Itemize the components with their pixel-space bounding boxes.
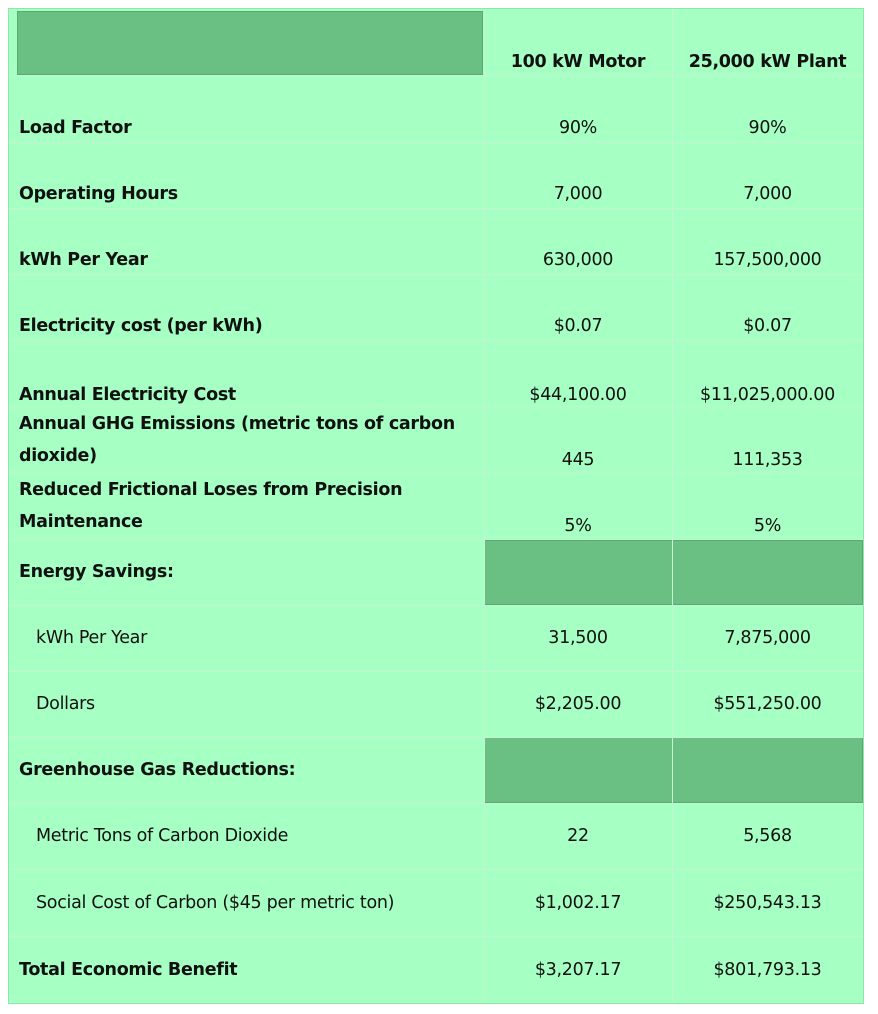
header-100kw-motor: 100 kW Motor bbox=[510, 52, 646, 72]
row-label: kWh Per Year bbox=[19, 250, 148, 270]
table-row-social-cost-of-carbon bbox=[9, 869, 863, 936]
row-value-motor: 31,500 bbox=[548, 628, 608, 648]
row-value-motor: $3,207.17 bbox=[534, 959, 622, 980]
row-value-motor: $44,100.00 bbox=[529, 385, 627, 405]
section-energy-savings bbox=[9, 539, 863, 605]
row-label: kWh Per Year bbox=[36, 628, 147, 648]
row-value-motor: 7,000 bbox=[553, 184, 603, 204]
section-title: Greenhouse Gas Reductions: bbox=[19, 760, 296, 780]
comparison-table bbox=[8, 8, 864, 1004]
row-value-plant: 157,500,000 bbox=[713, 250, 822, 270]
table-row-electricity-cost bbox=[9, 274, 863, 340]
row-value-motor: 90% bbox=[559, 118, 597, 138]
row-label: Annual Electricity Cost bbox=[19, 385, 236, 405]
table-row-metric-tons-co2 bbox=[9, 803, 863, 869]
table-row-savings-dollars bbox=[9, 671, 863, 737]
row-value-plant: $551,250.00 bbox=[713, 694, 822, 714]
row-value-plant: 111,353 bbox=[732, 450, 803, 470]
header-25000kw-plant: 25,000 kW Plant bbox=[688, 52, 847, 72]
row-label-line2: Maintenance bbox=[19, 512, 143, 532]
row-label: Electricity cost (per kWh) bbox=[19, 316, 263, 336]
section-title: Energy Savings: bbox=[19, 562, 174, 582]
table-row-annual-ghg-emissions bbox=[9, 406, 863, 473]
row-value-plant: 7,000 bbox=[743, 184, 792, 204]
row-value-plant: 7,875,000 bbox=[724, 628, 811, 648]
section-greenhouse-gas-reductions bbox=[9, 737, 863, 803]
row-label: Operating Hours bbox=[19, 184, 178, 204]
row-label: Metric Tons of Carbon Dioxide bbox=[36, 826, 289, 846]
table-row-operating-hours bbox=[9, 142, 863, 208]
row-label: Total Economic Benefit bbox=[19, 959, 238, 980]
row-value-motor: $0.07 bbox=[553, 316, 603, 336]
row-value-plant: 5,568 bbox=[743, 826, 792, 846]
row-label-line2: dioxide) bbox=[19, 445, 97, 466]
row-value-motor: 445 bbox=[561, 450, 595, 470]
row-label: Dollars bbox=[36, 694, 95, 714]
row-value-motor: 630,000 bbox=[542, 250, 614, 270]
row-label: Social Cost of Carbon ($45 per metric ton) bbox=[36, 892, 395, 913]
row-value-plant: 5% bbox=[753, 516, 782, 536]
table-row-savings-kwh-per-year bbox=[9, 605, 863, 671]
row-value-plant: 90% bbox=[748, 118, 787, 138]
table-row-kwh-per-year bbox=[9, 208, 863, 274]
table-row-load-factor bbox=[9, 75, 863, 142]
row-value-motor: $1,002.17 bbox=[534, 892, 622, 913]
row-value-plant: $801,793.13 bbox=[713, 959, 822, 980]
row-value-plant: $250,543.13 bbox=[713, 892, 822, 913]
row-value-motor: $2,205.00 bbox=[534, 694, 622, 714]
table-row-reduced-frictional-losses bbox=[9, 473, 863, 539]
row-value-motor: 22 bbox=[567, 826, 589, 846]
row-value-plant: $0.07 bbox=[743, 316, 792, 336]
row-value-motor: 5% bbox=[564, 516, 592, 536]
header-row bbox=[9, 9, 863, 75]
table-row-total-economic-benefit bbox=[9, 936, 863, 1003]
row-value-plant: $11,025,000.00 bbox=[700, 385, 835, 405]
row-label-line1: Annual GHG Emissions (metric tons of carbon bbox=[19, 413, 455, 434]
row-label bbox=[9, 473, 484, 539]
row-label: Load Factor bbox=[19, 118, 132, 138]
row-label-line1: Reduced Frictional Loses from Precision bbox=[19, 480, 403, 500]
table-row-annual-electricity-cost bbox=[9, 340, 863, 406]
row-label bbox=[9, 406, 484, 473]
